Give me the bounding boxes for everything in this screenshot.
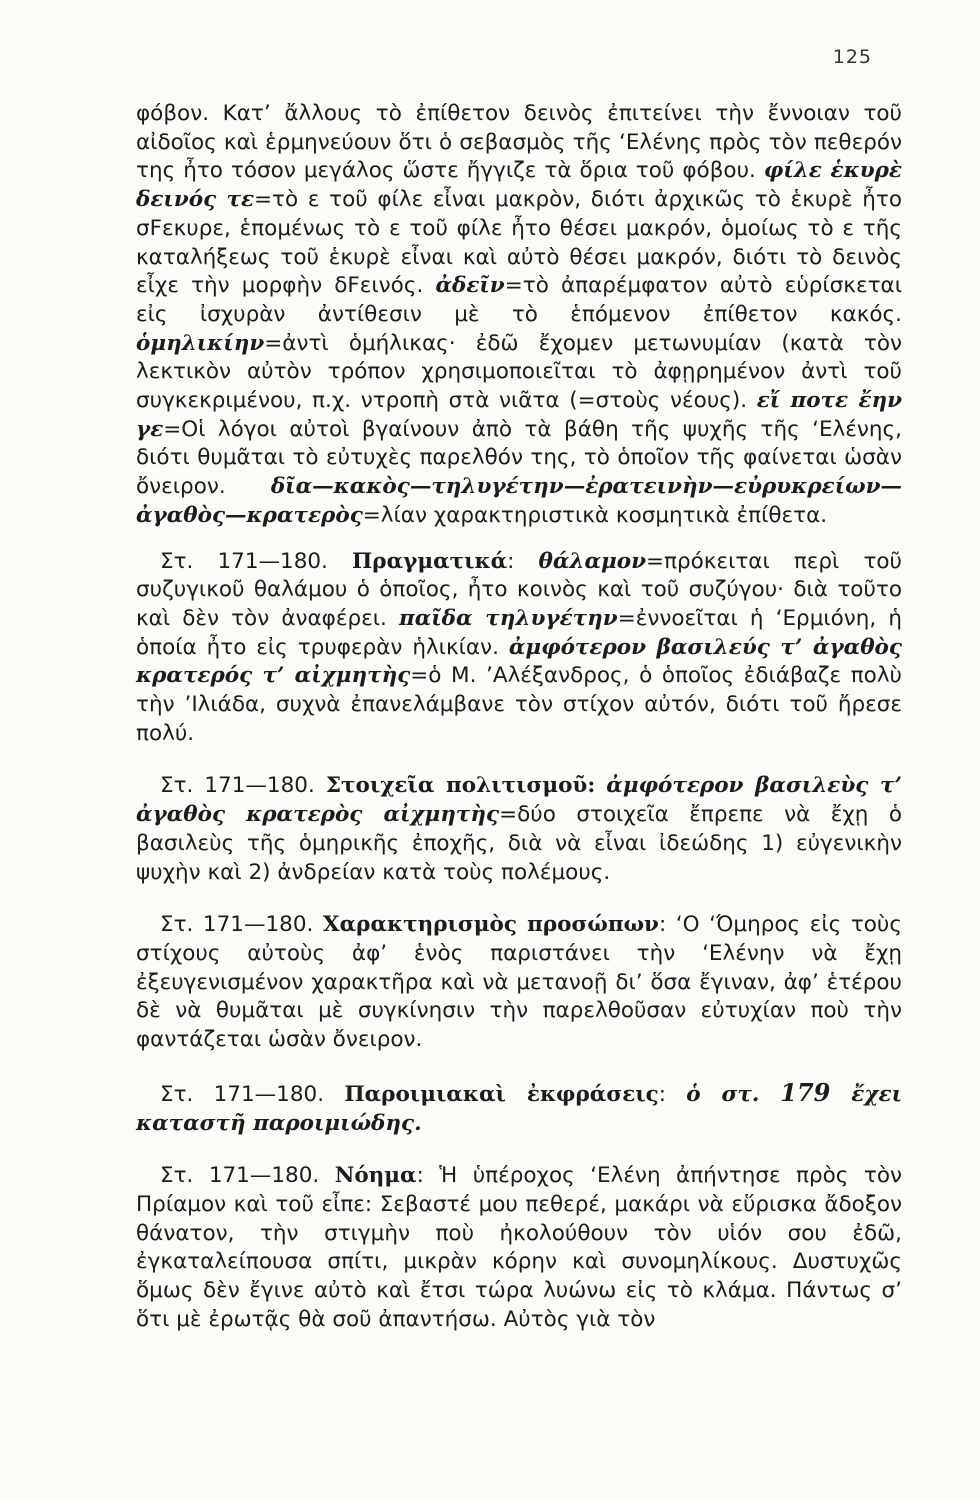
section-heading: Πραγματικά [352, 548, 508, 574]
paragraph-text: =δύο στοιχεῖα ἔπρεπε νὰ ἔχῃ ὁ βασιλεὺς τῆς ὁμηρικῆς ἐποχῆς, διὰ νὰ εἶναι ἰδεώδης 1) εὐγενικὴν ψυχὴν καὶ 2) ἀνδρείαν κατὰ τοὺς πολέμους. [136, 802, 902, 885]
paragraph-text: =ἐννοεῖται ἡ ‘Ερμιόνη, ἡ ὁποία ἦτο εἰς τρυφερὰν ἡλικίαν. [136, 605, 902, 660]
paragraph-text: : ‘Ο ‘Όμηρος εἰς τοὺς στίχους αὐτοὺς ἀφ’ ἑνὸς παριστάνει τὴν ‘Ελένην νὰ ἔχῃ ἐξευγενισμένον χαρακτῆρα καὶ νὰ μετανοῇ δι’ ὅσα ἔγιναν, ἀφ’ ἑτέρου δὲ νὰ θυμᾶται μὲ συγκίνησιν τὴν παρελθοῦσαν εὐτυχίαν ποὺ τὴν φαντάζεται ὡσὰν ὄνειρον. [136, 912, 902, 1053]
paragraph-text [595, 773, 606, 798]
paragraph-text: : [507, 548, 539, 574]
greek-citation: θάλαμον [538, 548, 647, 574]
greek-citation: ἔχει καταστῆ παροιμιώδης. [136, 1081, 902, 1136]
greek-citation: παῖδα τηλυγέτην [398, 605, 618, 631]
greek-citation: εἴ ποτε ἔην γε [136, 388, 902, 442]
greek-citation: ὁ στ. [686, 1081, 781, 1107]
paragraph-text: =τὸ ἀπαρέμφατον αὐτὸ εὑρίσκεται εἰς ἰσχυρὰν ἀντίθεσιν μὲ τὸ ἑπόμενον ἐπίθετον κακός. [136, 273, 902, 327]
paragraph-text: =πρόκειται περὶ τοῦ συζυγικοῦ θαλάμου ὁ ὁποῖος, ἦτο κοινὸς καὶ τοῦ συζύγου· διὰ τοῦτο καὶ δὲν τὸν ἀναφέρει. [136, 548, 902, 631]
body-text [136, 100, 902, 1334]
section-heading: Νόημα [334, 1163, 417, 1189]
paragraph-text: Στ. 171—180. [160, 548, 352, 574]
paragraph-text: =λίαν χαρακτηριστικὰ κοσμητικὰ ἐπίθετα. [362, 502, 828, 528]
greek-citation: φίλε ἑκυρὲ δεινός τε [136, 158, 902, 213]
section-heading: Χαρακτηρισμὸς προσώπων [322, 912, 659, 938]
paragraph-text: φόβον. Κατ’ ἄλλους τὸ ἐπίθετον δεινὸς ἐπιτείνει τὴν ἔννοιαν τοῦ αἰδοῖος καὶ ἑρμηνεύουν ὅτι ὁ σεβασμὸς τῆς ‘Ελένης πρὸς τὸν πεθερόν της ἦτο τόσον μεγάλος ὥστε ἤγγιζε τὰ ὅρια τοῦ φόβου. [136, 101, 902, 184]
paragraph-2 [136, 548, 902, 749]
paragraph-4 [136, 911, 902, 1055]
paragraph-text: Στ. 171—180. [160, 912, 323, 938]
paragraph-text: =ἀντὶ ὁμήλικας· ἐδῶ ἔχομεν μετωνυμίαν (κατὰ τὸν λεκτικὸν αὐτὸν τρόπον χρησιμοποιεῖται τὸ ἀφῃρημένον ἀντὶ τοῦ συγκεκριμένου, π.χ. ντροπὴ στὰ νιᾶτα (=στοὺς νέους). [136, 330, 902, 414]
verse-number: 179 [780, 1077, 831, 1107]
paragraph-text: : [658, 1081, 687, 1107]
section-heading: Παροιμιακαὶ ἐκφράσεις [344, 1081, 659, 1107]
section-heading: Στοιχεῖα πολιτισμοῦ: [325, 773, 596, 799]
greek-citation: ὁμηλικίην [136, 330, 265, 356]
paragraph-text: =ὁ Μ. ’Αλέξανδρος, ὁ ὁποῖος ἐδιάβαζε πολὺ τὴν ’Ιλιάδα, συχνὰ ἐπανελάμβανε τὸν στίχον αὐτόν, διότι τοῦ ἤρεσε πολύ. [136, 663, 902, 746]
greek-citation: δῖα—κακὸς—τηλυγέτην—ἐρατεινὴν—εὐρυκρείων—ἀγαθὸς—κρατερὸς [136, 474, 902, 528]
paragraph-3 [136, 772, 902, 887]
greek-citation: ἀδεῖν [435, 273, 505, 299]
paragraph-text: : Ἡ ὑπέροχος ‘Ελένη ἀπήντησε πρὸς τὸν Πρίαμον καὶ τοῦ εἶπε: Σεβαστέ μου πεθερέ, μακάρι νὰ εὕρισκα ἄδοξον θάνατον, τὴν στιγμὴν ποὺ ἠκολούθουν τὸν υἱόν σου ἐδῶ, ἐγκαταλείπουσα σπίτι, μικρὰν κόρην καὶ συνομηλίκους. Δυστυχῶς ὅμως δὲν ἔγινε αὐτὸ καὶ ἔτσι τώρα λυώνω εἰς τὸ κλάμα. Πάντως σ’ ὅτι μὲ ἐρωτᾷς θὰ σοῦ ἀπαντήσω. Αὐτὸς γιὰ τὸν [136, 1163, 902, 1332]
paragraph-text: =Οἱ λόγοι αὐτοὶ βγαίνουν ἀπὸ τὰ βάθη τῆς ψυχῆς τῆς ‘Ελένης, διότι θυμᾶται τὸ εὐτυχὲς παρελθόν της, τὸ ὁποῖον τῆς φαίνεται ὡσὰν ὄνειρον. [136, 416, 902, 500]
paragraph-1 [136, 100, 902, 531]
paragraph-text: =τὸ ε τοῦ φίλε εἶναι μακρὸν, διότι ἀρχικῶς τὸ ἑκυρὲ ἦτο σFεκυρε, ἑπομένως τὸ ε τοῦ φίλε ἦτο θέσει μακρόν, ὁμοίως τὸ ε τῆς καταλήξεως τοῦ ἑκυρὲ εἶναι καὶ αὐτὸ θέσει μακρόν, διότι τὸ δεινὸς εἶχε τὴν μορφὴν δFεινός. [136, 187, 903, 299]
greek-citation: ἀμφότερον βασιλεύς τ’ ἀγαθὸς κρατερός τ’ αἰχμητὴς [136, 634, 902, 689]
paragraph-5 [136, 1079, 902, 1138]
paragraph-text: Στ. 171—180. [160, 1081, 345, 1107]
greek-citation: ἀμφότερον βασιλεὺς τ’ ἀγαθὸς κρατερὸς αἰχμητὴς [136, 773, 902, 828]
paragraph-text: Στ. 171—180. [160, 773, 326, 799]
paragraph-6 [136, 1162, 902, 1334]
paragraph-text: Στ. 171—180. [160, 1163, 335, 1189]
page-number: 125 [832, 46, 872, 68]
